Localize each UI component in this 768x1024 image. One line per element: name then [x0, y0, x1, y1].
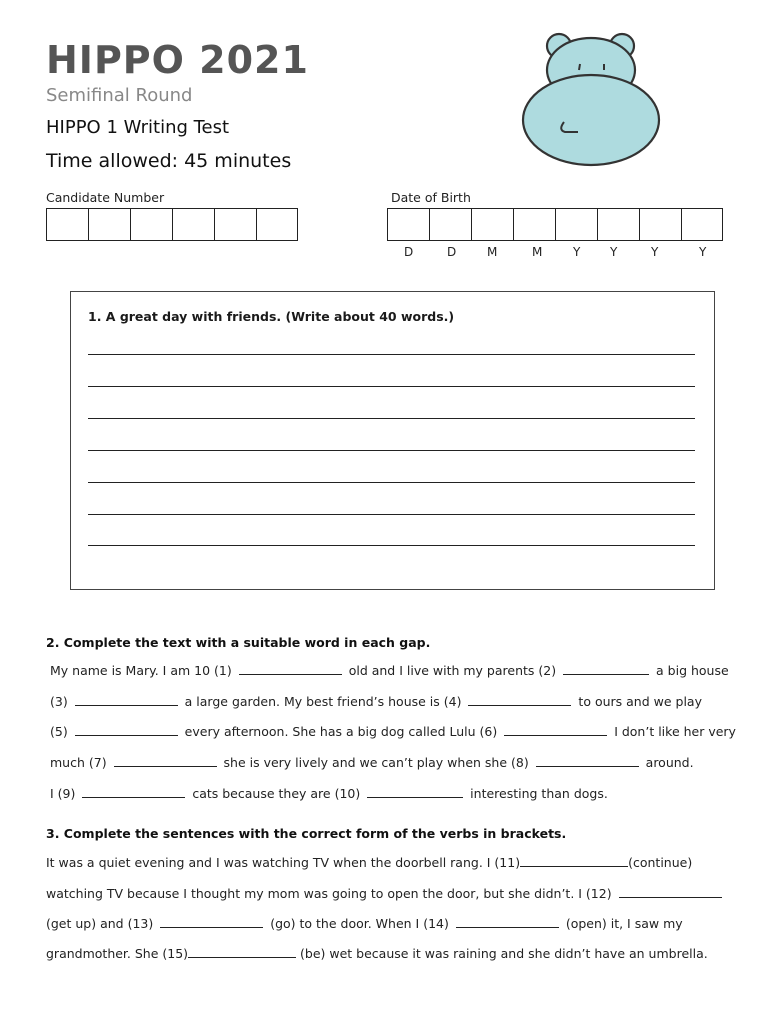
q3-text: (continue)	[628, 855, 693, 870]
q2-text: (5)	[50, 724, 72, 739]
q2-line	[50, 786, 608, 801]
answer-gap[interactable]	[563, 664, 649, 675]
page-title: HIPPO 2021	[46, 38, 309, 82]
q3-line	[46, 946, 708, 961]
q2-line	[50, 663, 729, 678]
q3-line	[46, 855, 692, 870]
candidate-digit-box[interactable]	[172, 208, 214, 241]
writing-line[interactable]	[88, 354, 695, 355]
answer-gap[interactable]	[504, 725, 607, 736]
answer-gap[interactable]	[456, 917, 559, 928]
dob-format-letter: Y	[610, 245, 618, 259]
answer-gap[interactable]	[536, 756, 639, 767]
dob-digit-box[interactable]	[681, 208, 723, 241]
q3-text: (get up) and (13)	[46, 916, 158, 931]
candidate-number-boxes	[46, 208, 298, 241]
answer-gap[interactable]	[367, 787, 463, 798]
q3-line	[46, 886, 725, 901]
answer-gap[interactable]	[619, 887, 722, 898]
q3-text: watching TV because I thought my mom was going to open the door, but she didn’t. I (12)	[46, 886, 616, 901]
writing-line[interactable]	[88, 545, 695, 546]
q2-text: a large garden. My best friend’s house is (4)	[180, 694, 466, 709]
q2-text: I don’t like her very	[610, 724, 736, 739]
q3-text: (be) wet because it was raining and she didn’t have an umbrella.	[296, 946, 708, 961]
dob-format-letter: M	[532, 245, 543, 259]
candidate-digit-box[interactable]	[46, 208, 88, 241]
q2-line	[50, 755, 694, 770]
q2-text: a big house	[652, 663, 729, 678]
question-2-heading: 2. Complete the text with a suitable word in each gap.	[46, 635, 431, 650]
dob-digit-box[interactable]	[597, 208, 639, 241]
dob-format-letter: M	[487, 245, 498, 259]
q3-line	[46, 916, 683, 931]
dob-format-letter: Y	[651, 245, 659, 259]
answer-gap[interactable]	[188, 947, 296, 958]
q3-text: (open) it, I saw my	[561, 916, 683, 931]
dob-digit-box[interactable]	[471, 208, 513, 241]
q2-text: cats because they are (10)	[188, 786, 365, 801]
date-of-birth-label: Date of Birth	[391, 190, 471, 205]
q2-text: around.	[641, 755, 694, 770]
writing-line[interactable]	[88, 418, 695, 419]
dob-format-letter: D	[447, 245, 457, 259]
q3-text: (go) to the door. When I (14)	[266, 916, 453, 931]
candidate-digit-box[interactable]	[88, 208, 130, 241]
dob-digit-box[interactable]	[513, 208, 555, 241]
answer-gap[interactable]	[520, 856, 628, 867]
q2-line	[50, 724, 736, 739]
dob-digit-box[interactable]	[387, 208, 429, 241]
q2-text: to ours and we play	[574, 694, 702, 709]
candidate-digit-box[interactable]	[130, 208, 172, 241]
candidate-digit-box[interactable]	[214, 208, 256, 241]
answer-gap[interactable]	[75, 725, 178, 736]
question-3-heading: 3. Complete the sentences with the correct form of the verbs in brackets.	[46, 826, 567, 841]
q2-text: she is very lively and we can’t play when she (8)	[219, 755, 533, 770]
writing-line[interactable]	[88, 450, 695, 451]
q2-text: I (9)	[50, 786, 80, 801]
test-name: HIPPO 1 Writing Test	[46, 117, 230, 138]
answer-gap[interactable]	[468, 695, 571, 706]
date-of-birth-boxes	[387, 208, 723, 241]
hippo-icon	[518, 30, 666, 170]
q2-text: (3)	[50, 694, 72, 709]
q2-line	[50, 694, 702, 709]
writing-line[interactable]	[88, 386, 695, 387]
round-subtitle: Semifinal Round	[46, 85, 193, 106]
q2-text: old and I live with my parents (2)	[344, 663, 561, 678]
answer-gap[interactable]	[82, 787, 185, 798]
dob-format-letter: D	[404, 245, 414, 259]
candidate-digit-box[interactable]	[256, 208, 298, 241]
dob-digit-box[interactable]	[429, 208, 471, 241]
answer-gap[interactable]	[75, 695, 178, 706]
dob-digit-box[interactable]	[639, 208, 681, 241]
writing-box	[70, 291, 715, 590]
q3-text: It was a quiet evening and I was watching TV when the doorbell rang. I (11)	[46, 855, 521, 870]
writing-line[interactable]	[88, 482, 695, 483]
q2-text: much (7)	[50, 755, 111, 770]
q2-text: interesting than dogs.	[466, 786, 608, 801]
dob-digit-box[interactable]	[555, 208, 597, 241]
writing-line[interactable]	[88, 514, 695, 515]
q2-text: My name is Mary. I am 10 (1)	[50, 663, 236, 678]
q2-text: every afternoon. She has a big dog called Lulu (6)	[180, 724, 502, 739]
time-allowed: Time allowed: 45 minutes	[46, 150, 292, 172]
q3-text: grandmother. She (15)	[46, 946, 189, 961]
dob-format-letter: Y	[699, 245, 707, 259]
answer-gap[interactable]	[239, 664, 342, 675]
candidate-number-label: Candidate Number	[46, 190, 165, 205]
answer-gap[interactable]	[114, 756, 217, 767]
answer-gap[interactable]	[160, 917, 263, 928]
question-1-prompt: 1. A great day with friends. (Write about 40 words.)	[88, 309, 455, 324]
dob-format-letter: Y	[573, 245, 581, 259]
